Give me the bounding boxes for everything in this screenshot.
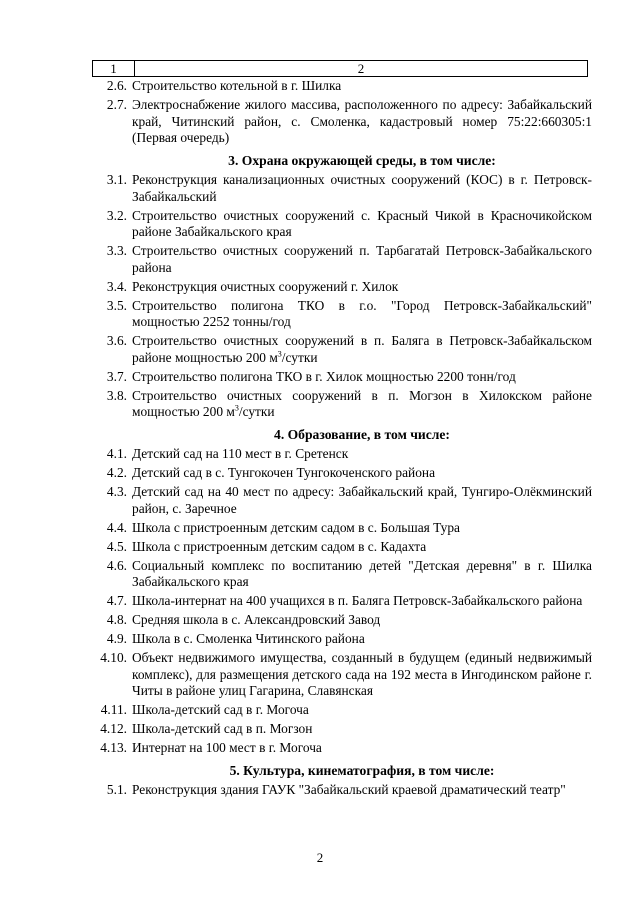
page-number: 2 <box>316 850 324 865</box>
item-text: Строительство очистных сооружений с. Красный Чикой в Красночикойском районе Забайкальского края <box>132 207 592 239</box>
item-number: 2.6. <box>106 78 127 93</box>
item-text: Реконструкция канализационных очистных сооружений (КОС) в г. Петровск-Забайкальский <box>132 172 592 204</box>
list-item <box>92 97 592 149</box>
list-item <box>92 279 592 298</box>
list-item <box>92 208 592 244</box>
item-number: 2.7. <box>106 97 127 112</box>
list-item <box>92 539 592 558</box>
item-text: Электроснабжение жилого массива, расположенного по адресу: Забайкальский край, Читинский район, с. Смоленка, кадастровый номер 75:22:660305:1 (Первая очередь) <box>132 97 592 145</box>
item-number: 4.13. <box>100 740 127 755</box>
item-number: 3.2. <box>106 207 127 223</box>
list-item <box>92 612 592 631</box>
list-item <box>92 782 592 801</box>
item-number: 4.5. <box>106 538 127 554</box>
item-number: 4.2. <box>106 465 127 480</box>
list-item <box>92 702 592 721</box>
item-text: Строительство котельной в г. Шилка <box>132 78 342 93</box>
item-text: Реконструкция здания ГАУК "Забайкальский краевой драматический театр" <box>132 782 566 797</box>
item-number: 4.10. <box>100 650 127 665</box>
item-number: 3.6. <box>106 333 127 348</box>
item-text: Детский сад на 110 мест в г. Сретенск <box>132 446 349 461</box>
item-number: 3.1. <box>106 172 127 187</box>
item-text: Школа в с. Смоленка Читинского района <box>132 631 365 646</box>
list-item <box>92 298 592 334</box>
item-number: 3.4. <box>106 278 127 294</box>
header-col-1: 1 <box>93 61 135 76</box>
item-text: Интернат на 100 мест в г. Могоча <box>132 740 322 755</box>
list-item <box>92 740 592 759</box>
list-item <box>92 172 592 208</box>
list-item <box>92 78 592 97</box>
list-item <box>92 465 592 484</box>
item-text: Школа-интернат на 400 учащихся в п. Баляга Петровск-Забайкальского района <box>132 593 583 608</box>
item-number: 4.1. <box>106 446 127 461</box>
item-text: Реконструкция очистных сооружений г. Хилок <box>132 278 399 294</box>
item-text: Детский сад на 40 мест по адресу: Забайкальский край, Тунгиро-Олёкминский район, с. Заречное <box>132 484 592 516</box>
item-number: 3.5. <box>106 297 127 313</box>
list-item <box>92 333 592 369</box>
item-number: 5.1. <box>106 782 127 797</box>
section-heading-environment: 3. Охрана окружающей среды, в том числе: <box>228 153 496 168</box>
list-item <box>92 388 592 424</box>
item-text: Строительство полигона ТКО в г.о. "Город Петровск-Забайкальский" мощностью 2252 тонны/год <box>132 297 592 329</box>
item-number: 4.6. <box>106 557 127 573</box>
list-item <box>92 558 592 594</box>
item-number: 4.9. <box>106 631 127 646</box>
item-text: Школа-детский сад в п. Могзон <box>132 721 313 736</box>
item-text: Школа с пристроенным детским садом в с. Кадахта <box>132 538 427 554</box>
list-item <box>92 446 592 465</box>
item-number: 4.4. <box>106 519 127 535</box>
item-text: Школа-детский сад в г. Могоча <box>132 702 309 717</box>
item-text: Строительство полигона ТКО в г. Хилок мощностью 2200 тонн/год <box>132 368 516 384</box>
list-item <box>92 484 592 520</box>
list-item <box>92 721 592 740</box>
header-col-2: 2 <box>357 61 365 76</box>
item-number: 4.11. <box>100 702 127 717</box>
section-heading-culture: 5. Культура, кинематография, в том числе: <box>229 763 495 778</box>
item-text: Средняя школа в с. Александровский Завод <box>132 612 381 627</box>
item-number: 3.8. <box>106 387 127 403</box>
item-number: 4.12. <box>100 721 127 736</box>
item-number: 4.8. <box>106 612 127 627</box>
list-item <box>92 369 592 388</box>
document-list <box>92 78 592 801</box>
item-text: Строительство очистных сооружений п. Тарбагатай Петровск-Забайкальского района <box>132 243 592 275</box>
item-text: Строительство очистных сооружений в п. Баляга в Петровск-Забайкальском районе мощностью 200 $м^3$/сутки <box>132 333 592 365</box>
section-heading-education: 4. Образование, в том числе: <box>274 427 450 442</box>
item-number: 4.7. <box>106 593 127 608</box>
item-text: Объект недвижимого имущества, созданный в будущем (единый недвижимый комплекс), для размещения детского сада на 192 места в Ингодинском районе г. Читы в районе улиц Гагарина, Славянская <box>132 650 592 698</box>
list-item <box>92 631 592 650</box>
item-text: Строительство очистных сооружений в п. Могзон в Хилокском районе мощностью 200 $м^3$/сутки <box>132 387 592 419</box>
list-item <box>92 243 592 279</box>
item-number: 3.3. <box>106 243 127 258</box>
item-text: Школа с пристроенным детским садом в с. Большая Тура <box>132 519 460 535</box>
item-text: Социальный комплекс по воспитанию детей "Детская деревня" в г. Шилка Забайкальского края <box>132 557 592 589</box>
list-item <box>92 520 592 539</box>
list-item <box>92 650 592 702</box>
item-text: Детский сад в с. Тунгокочен Тунгокоченского района <box>132 465 436 480</box>
list-item <box>92 593 592 612</box>
item-number: 3.7. <box>106 368 127 384</box>
item-number: 4.3. <box>106 484 127 499</box>
table-header-row <box>92 60 588 77</box>
